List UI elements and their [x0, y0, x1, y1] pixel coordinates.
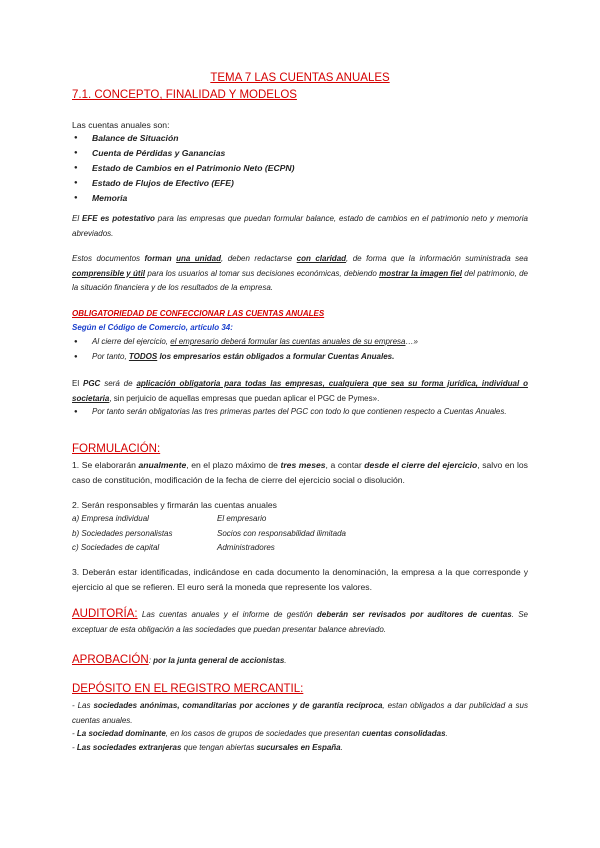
list-item: ● Memoria: [72, 191, 528, 206]
table-row: c) Sociedades de capital Administradores: [72, 543, 275, 553]
table-row: a) Empresa individual El empresario: [72, 514, 267, 523]
page-title: TEMA 7 LAS CUENTAS ANUALES: [210, 72, 390, 84]
aprobacion-heading: APROBACIÓN: [72, 654, 149, 666]
formulacion-point-1: 1. Se elaborarán anualmente, en el plazo máximo de tres meses, a contar desde el cierre del ejercicio, salvo en los caso de constitución, modificación de la fecha de cierre del ejercicio social o disolución.: [72, 460, 528, 485]
list-item: ● Por tanto, TODOS los empresarios están obligados a formular Cuentas Anuales.: [72, 350, 528, 365]
responsables-table: [72, 512, 528, 556]
auditoria-paragraph: AUDITORÍA: Las cuentas anuales y el informe de gestión deberán ser revisados por auditores de cuentas. Se exceptuar de esta obligación a las sociedades que puedan presentar balance abreviado.: [72, 608, 528, 634]
intro-text: Las cuentas anuales son:: [72, 120, 170, 130]
list-item: ● Estado de Flujos de Efectivo (EFE): [72, 176, 528, 191]
list-item: ● Estado de Cambios en el Patrimonio Neto (ECPN): [72, 161, 528, 176]
formulacion-point-3: 3. Deberán estar identificadas, indicándose en cada documento la denominación, la empresa a la que corresponde y ejercicio al que se refieren. El euro será la moneda que represente los valores.: [72, 567, 528, 592]
formulacion-heading: FORMULACIÓN:: [72, 443, 161, 455]
efe-paragraph: El EFE es potestativo para las empresas que puedan formular balance, estado de cambios en el patrimonio neto y memoria abreviados.: [72, 214, 528, 238]
obligatoriedad-list: [72, 335, 528, 364]
aprobacion-paragraph: APROBACIÓN: por la junta general de accionistas.: [72, 654, 287, 666]
list-item: ● Al cierre del ejercicio, el empresario deberá formular las cuentas anuales de su empresa…»: [72, 335, 528, 350]
accounts-list: [72, 131, 528, 206]
pgc-list: [72, 405, 528, 420]
table-row: b) Sociedades personalistas Socios con responsabilidad ilimitada: [72, 528, 346, 538]
section-subtitle: 7.1. CONCEPTO, FINALIDAD Y MODELOS: [72, 89, 297, 101]
deposito-heading: DEPÓSITO EN EL REGISTRO MERCANTIL:: [72, 683, 304, 695]
obligatoriedad-heading: OBLIGATORIEDAD DE CONFECCIONAR LAS CUENTAS ANUALES: [72, 309, 325, 318]
deposito-line-3: - Las sociedades extranjeras que tengan abiertas sucursales en España.: [72, 743, 343, 752]
pgc-paragraph: El PGC será de aplicación obligatoria para todas las empresas, cualquiera que sea su forma jurídica, individual o societaria, sin perjuicio de aquellas empresas que puedan aplicar el PGC de Pymes».: [72, 379, 528, 403]
list-item: ● Por tanto serán obligatorias las tres primeras partes del PGC con todo lo que contienen respecto a Cuentas Anuales.: [72, 405, 528, 420]
codigo-comercio-subheading: Según el Código de Comercio, artículo 34:: [72, 323, 233, 332]
formulacion-point-2: 2. Serán responsables y firmarán las cuentas anuales: [72, 500, 277, 510]
list-item: ● Balance de Situación: [72, 131, 528, 146]
deposito-line-1: - Las sociedades anónimas, comanditarias por acciones y de garantía recíproca, estan obligados a dar publicidad a sus cuentas anuales.: [72, 701, 528, 725]
docs-paragraph: Estos documentos forman una unidad, deben redactarse con claridad, de forma que la información suministrada sea comprensible y útil para los usuarios al tomar sus decisiones económicas, debiendo mostrar la imagen fiel del patrimonio, de la situación financiera y de los resultados de la empresa.: [72, 254, 529, 293]
deposito-line-2: - La sociedad dominante, en los casos de grupos de sociedades que presentan cuentas consolidadas.: [72, 729, 448, 738]
list-item: ● Cuenta de Pérdidas y Ganancias: [72, 146, 528, 161]
auditoria-heading: AUDITORÍA:: [72, 608, 138, 620]
